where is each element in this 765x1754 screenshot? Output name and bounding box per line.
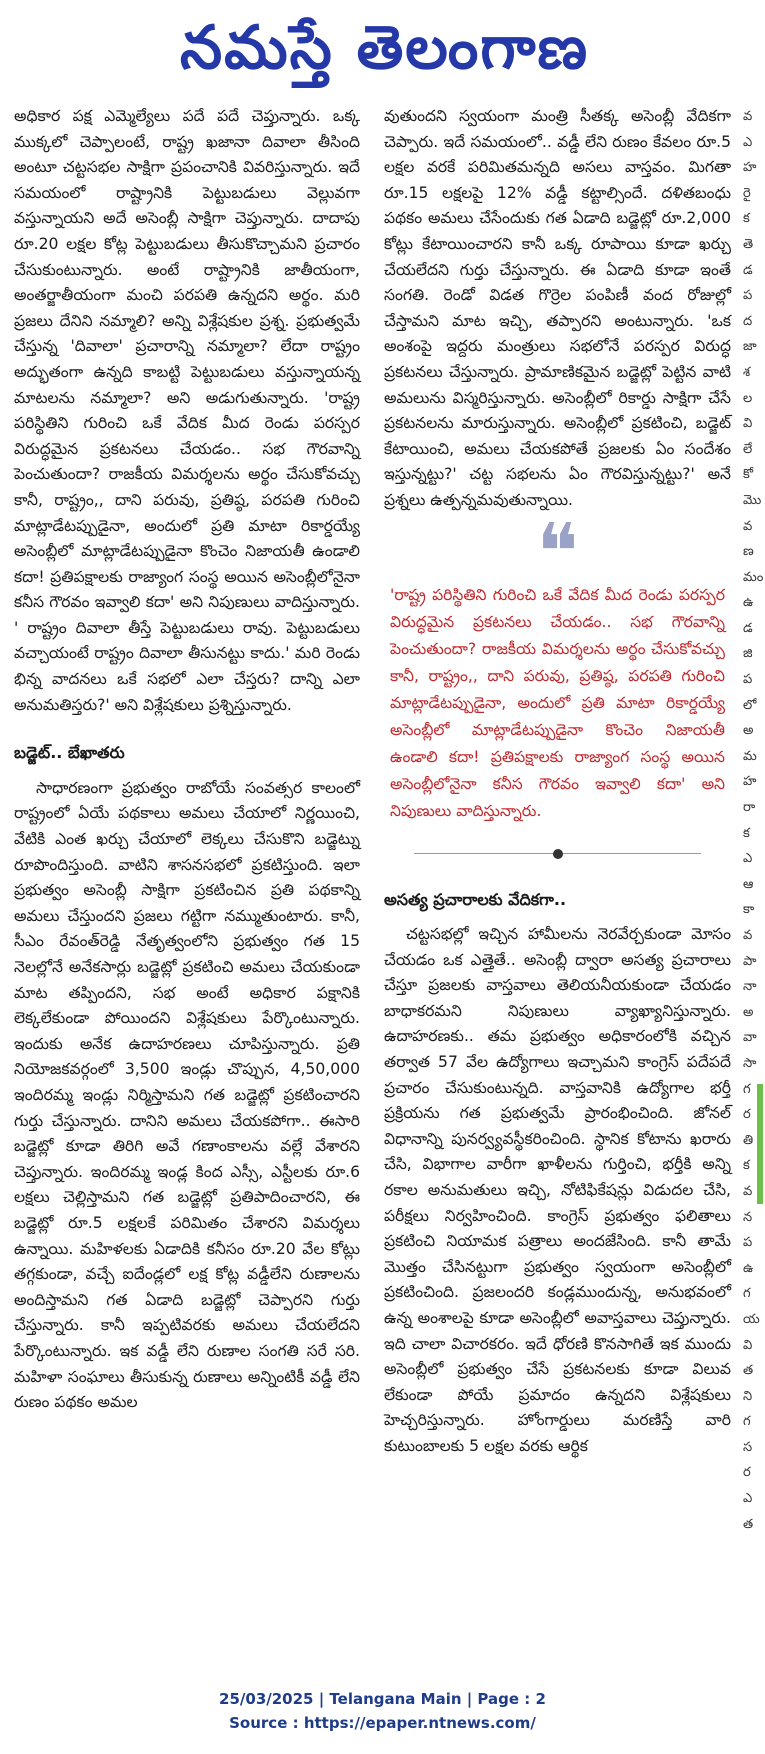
- adjacent-fragment: జా: [743, 339, 757, 355]
- adjacent-fragment: డ: [743, 262, 753, 278]
- adjacent-fragment: స: [743, 1439, 753, 1455]
- adjacent-column-edge: [743, 104, 765, 1544]
- adjacent-fragment: ఎ: [743, 851, 753, 867]
- adjacent-fragment: వి: [743, 1337, 753, 1353]
- adjacent-fragment: వా: [743, 1030, 757, 1046]
- adjacent-fragment: తె: [743, 236, 754, 252]
- adjacent-fragment: అ: [743, 1004, 754, 1020]
- adjacent-fragment: పా: [743, 953, 757, 969]
- article-paragraph: వుతుందని స్వయంగా మంత్రి సీతక్క అసెంబ్లీ వేదికగా చెప్పారు. ఇదే సమయంలో.. వడ్డీ లేని రుణం కేవలం రూ.5 లక్షల వరకే పరిమితమన్నది అసలు వాస్తవం. మిగతా రూ.15 లక్షలపై 12% వడ్డీ కట్టాల్సిందే. దళితబంధు పథకం అమలు చేసేందుకు గత ఏడాది బడ్జెట్లో రూ.2,000 కోట్లు కేటాయించారని కానీ ఒక్క రూపాయి కూడా ఖర్చు చేయలేదని గుర్తు చేస్తున్నారు. ఈ ఏడాది కూడా ఇంతే సంగతి. రెండో విడత గొర్రెల పంపిణీ వంద రోజుల్లో చేస్తామని మాట ఇచ్చి, తప్పారని అంటున్నారు. 'ఒక అంశంపై ఇద్దరు మంత్రులు సభలోనే పరస్పర విరుద్ధ ప్రకటనలు చేస్తున్నారు. ప్రామాణికమైన బడ్జెట్లో పెట్టిన వాటి అమలును విస్మరిస్తున్నారు. అసెంబ్లీలో రికార్డు సాక్షిగా చేసే ప్రకటనలను మారుస్తున్నారు. అసెంబ్లీలో ప్రకటించి, బడ్జెట్ కేటాయించి, అమలు చేయకపోతే ప్రజలకు ఏం సందేశం ఇస్తున్నట్టు?' చట్ట సభలను ఏం గౌరవిస్తున్నట్టు?' అనే ప్రశ్నలు ఉత్పన్నమవుతున్నాయి.: [384, 107, 731, 509]
- adjacent-fragment: క: [743, 211, 750, 227]
- middle-column: [384, 104, 731, 1460]
- adjacent-fragment: ద: [743, 313, 753, 329]
- adjacent-fragment: ప: [743, 288, 753, 304]
- adjacent-fragment: వ: [743, 518, 753, 534]
- adjacent-fragment: ఎ: [743, 1491, 753, 1507]
- adjacent-fragment: ర: [743, 1465, 751, 1481]
- adjacent-fragment: వ: [743, 928, 753, 943]
- green-accent-bar: [757, 1084, 763, 1204]
- masthead-title: నమస్తే తెలంగాణ: [180, 13, 590, 83]
- adjacent-fragment: న: [743, 1209, 753, 1225]
- adjacent-fragment: ఆ: [743, 876, 754, 892]
- quote-mark-icon: ❝: [536, 507, 579, 598]
- adjacent-fragment: జి: [743, 646, 753, 662]
- left-column: [14, 104, 360, 1416]
- adjacent-fragment: వ: [743, 109, 753, 124]
- adjacent-fragment: గ: [743, 1414, 751, 1430]
- adjacent-fragment: రై: [743, 185, 751, 201]
- pull-quote-text: 'రాష్ట్ర పరిస్థితిని గురించి ఒకే వేదిక మీద రెండు పరస్పర విరుద్ధమైన ప్రకటనలు చేయడం.. సభ గౌరవాన్ని పెంచుతుందా? రాజకీయ విమర్శలను అర్థం చేసుకోవచ్చు కానీ, రాష్ట్రం,, దాని పరువు, ప్రతిష్ఠ, పరపతి గురించి మాట్లాడేటప్పుడైనా, అందులో ప్రతి మాటా రికార్డయ్యే అసెంబ్లీలో మాట్లాడేటప్పుడైనా కొంచెం నిజాయతీ ఉండాలి కదా! ప్రతిపక్షాలకు రాజ్యాంగ సంస్థ అయిన అసెంబ్లీలోనైనా కనీస గౌరవం ఇవ్వాలి కదా' అని నిపుణులు వాదిస్తున్నారు.: [390, 585, 725, 820]
- adjacent-fragment: సా: [743, 1055, 757, 1071]
- adjacent-fragment: నా: [743, 979, 757, 995]
- adjacent-fragment: గ: [743, 1286, 751, 1302]
- adjacent-fragment: ఉ: [743, 1260, 754, 1276]
- adjacent-fragment: ప: [743, 672, 753, 688]
- article-paragraph: అధికార పక్ష ఎమ్మెల్యేలు పదే పదే చెప్తున్నారు. ఒక్క ముక్కలో చెప్పాలంటే, రాష్ట్ర ఖజానా దివాలా తీసింది అంటూ చట్టసభల సాక్షిగా ప్రపంచానికి వివరిస్తున్నారు. ఇదే సమయంలో రాష్ట్రానికి పెట్టుబడులు వెల్లువగా వస్తున్నాయని అదే అసెంబ్లీ సాక్షిగా చెప్తున్నారు. దాదాపు రూ.20 లక్షల కోట్ల పెట్టుబడులు తీసుకొచ్చామని ప్రచారం చేసుకుంటున్నారు. అంటే రాష్ట్రానికి జాతీయంగా, అంతర్జాతీయంగా మంచి పరపతి ఉన్నదని అర్థం. మరి ప్రజలు దేనిని నమ్మాలి? అన్ని విశ్లేషకుల ప్రశ్న. ప్రభుత్వమే చేస్తున్న 'దివాలా' ప్రచారాన్ని నమ్మాలా? లేదా రాష్ట్రం అద్భుతంగా ఉన్నది కాబట్టి పెట్టుబడులు వస్తున్నాయన్న మాటలను నమ్మాలా? అని అడుగుతున్నారు. 'రాష్ట్ర పరిస్థితిని గురించి ఒకే వేదిక మీద రెండు పరస్పర విరుద్ధమైన ప్రకటనలు చేయడం.. సభ గౌరవాన్ని పెంచుతుందా? రాజకీయ విమర్శలను అర్థం చేసుకోవచ్చు కానీ, రాష్ట్రం,, దాని పరువు, ప్రతిష్ఠ, పరపతి గురించి మాట్లాడేటప్పుడైనా, అందులో ప్రతి మాటా రికార్డయ్యే అసెంబ్లీలో మాట్లాడేటప్పుడైనా కొంచెం నిజాయతీ ఉండాలి కదా! ప్రతిపక్షాలకు రాజ్యాంగ సంస్థ అయిన అసెంబ్లీలోనైనా కనీస గౌరవం ఇవ్వాలి కదా' అని నిపుణులు వాదిస్తున్నారు. ' రాష్ట్రం దివాలా తీస్తే పెట్టుబడులు రావు. పెట్టుబడులు వచ్చాయంటే రాష్ట్రం దివాలా తీసునట్టు కాదు.' మరి రెండు భిన్న వాదనలు ఒకే సభలో ఎలా చేస్తరు? దాన్ని ఎలా అనుమతిస్తరు?' అని విశ్లేషకులు ప్రశ్నిస్తున్నారు.: [14, 107, 360, 714]
- adjacent-fragment: లో: [743, 697, 757, 713]
- footer-date-page: 25/03/2025 | Telangana Main | Page : 2: [219, 1690, 546, 1708]
- adjacent-fragment: ఎ: [743, 134, 753, 150]
- adjacent-fragment: లే: [743, 441, 753, 457]
- adjacent-fragment: డ: [743, 620, 753, 636]
- adjacent-fragment: త: [743, 1516, 754, 1532]
- adjacent-column-fragments: [743, 104, 765, 1537]
- adjacent-fragment: య: [743, 1311, 760, 1327]
- adjacent-fragment: ర: [743, 1107, 751, 1123]
- section-divider: [384, 843, 731, 865]
- adjacent-fragment: క: [743, 1158, 750, 1174]
- footer-source: Source : https://epaper.ntnews.com/: [229, 1714, 536, 1732]
- adjacent-fragment: ణ: [743, 544, 754, 560]
- section-heading-budget: బడ్జెట్.. బేఖాతరు: [14, 743, 125, 763]
- adjacent-fragment: హ: [743, 774, 757, 790]
- adjacent-fragment: శ: [743, 364, 751, 380]
- article-paragraph: చట్టసభల్లో ఇచ్చిన హామీలను నెరవేర్చకుండా మోసం చేయడం ఒక ఎత్తైతే.. అసెంబ్లీ ద్వారా అసత్య ప్రచారాలు చేస్తూ ప్రజలకు వాస్తవాలు తెలియనీయకుండా చేయడం బాధాకరమని నిపుణులు వ్యాఖ్యానిస్తున్నారు. ఉదాహరణకు.. తమ ప్రభుత్వం అధికారంలోకి వచ్చిన తర్వాత 57 వేల ఉద్యోగాలు ఇచ్చామని కాంగ్రెస్ పదేపదే ప్రచారం చేసుకుంటున్నది. వాస్తవానికి ఉద్యోగాల భర్తీ ప్రక్రియను గత ప్రభుత్వమే ప్రారంభించింది. జోనల్ విధానాన్ని పునర్వ్యవస్థీకరించింది. స్థానిక కోటాను ఖరారు చేసి, విభాగాల వారీగా ఖాళీలను గుర్తించి, భర్తీకి అన్ని రకాల అనుమతులు ఇచ్చి, నోటిఫికేషన్లు విడుదల చేసి, పరీక్షలు నిర్వహించింది. కాంగ్రెస్ ప్రభుత్వం ఫలితాలు ప్రకటించి నియామక పత్రాలు అందజేసింది. కానీ తామే మొత్తం చేసినట్టుగా ప్రభుత్వం స్వయంగా అసెంబ్లీలో ప్రకటించింది. ప్రజలందరి కండ్లముందున్న, అనుభవంలో ఉన్న అంశాలపై కూడా అసెంబ్లీలో అవాస్తవాలు చెప్తున్నారు. ఇది చాలా విచారకరం. ఇదే ధోరణి కొనసాగితే ఇక ముందు అసెంబ్లీలో ప్రభుత్వం చేసే ప్రకటనలకు కూడా విలువ లేకుండా పోయే ప్రమాదం ఉన్నదని విశ్లేషకులు హెచ్చరిస్తున్నారు. హోంగార్డులు మరణిస్తే వారి కుటుంబాలకు 5 లక్షల వరకు ఆర్థిక: [384, 925, 731, 1455]
- adjacent-fragment: కో: [743, 467, 754, 483]
- adjacent-fragment: వి: [743, 416, 753, 432]
- adjacent-fragment: ప: [743, 1235, 753, 1251]
- article-paragraph: సాధారణంగా ప్రభుత్వం రాబోయే సంవత్సర కాలంలో రాష్ట్రంలో ఏయే పథకాలు అమలు చేయాలో నిర్ణయించి, వేటికి ఎంత ఖర్చు చేయాలో లెక్కలు చేసుకొని బడ్జెట్ను రూపొందిస్తుంది. వాటిని శాసనసభలో ప్రకటిస్తుంది. ఇలా ప్రభుత్వం అసెంబ్లీ సాక్షిగా ప్రకటించిన ప్రతి పథకాన్ని అమలు చేస్తుందని ప్రజలు గట్టిగా నమ్ముతుంటారు. కానీ, సీఎం రేవంత్‌రెడ్డి నేతృత్వంలోని ప్రభుత్వం గత 15 నెలల్లోనే అనేకసార్లు బడ్జెట్లో ప్రకటించి అమలు చేయకుండా మాట తప్పిందని, సభ అంటే అధికార పక్షానికి లెక్కలేకుండా పోయిందని విశ్లేషకులు పేర్కొంటున్నారు. ఇందుకు అనేక ఉదాహరణలు చూపిస్తున్నారు. ప్రతి నియోజకవర్గంలో 3,500 ఇండ్లు చొప్పున, 4,50,000 ఇందిరమ్మ ఇండ్లు నిర్మిస్తామని గత బడ్జెట్లో ప్రకటించారని గుర్తు చేస్తున్నారు. దానిని అమలు చేయకపోగా.. ఈసారి బడ్జెట్లో కూడా తిరిగి అవే గణాంకాలను వల్లే వేశారని చెప్తున్నారు. ఇందిరమ్మ ఇండ్ల కింద ఎస్సీ, ఎస్టీలకు రూ.6 లక్షలు చెల్లిస్తామని గత బడ్జెట్లో ప్రతిపాదించారని, ఈ బడ్జెట్లో రూ.5 లక్షలకే పరిమితం చేశారని విమర్శలు ఉన్నాయి. మహిళలకు ఏడాదికి కనీసం రూ.20 వేల కోట్లు తగ్గకుండా, వచ్చే ఐదేండ్లలో లక్ష కోట్ల వడ్డీలేని రుణాలను అందిస్తామని గత ఏడాది బడ్జెట్లో చెప్పారని గుర్తు చేస్తున్నారు. కానీ ఇప్పటివరకు అమలు చేయలేదని పేర్కొంటున్నారు. ఇక వడ్డీ లేని రుణాల సంగతి సరే సరి. మహిళా సంఘాలు తీసుకున్న రుణాలు అన్నింటికీ వడ్డీ లేని రుణం పథకం అమల: [14, 778, 360, 1412]
- adjacent-fragment: కా: [743, 902, 755, 918]
- adjacent-fragment: ల: [743, 390, 753, 406]
- adjacent-fragment: మ: [743, 748, 757, 764]
- adjacent-fragment: మం: [743, 569, 764, 585]
- adjacent-fragment: మొ: [743, 492, 762, 508]
- adjacent-fragment: గ: [743, 1081, 751, 1097]
- adjacent-fragment: హ: [743, 160, 757, 176]
- adjacent-fragment: రా: [743, 800, 756, 816]
- adjacent-fragment: ని: [743, 1388, 753, 1404]
- adjacent-fragment: క: [743, 825, 750, 841]
- section-heading-false-campaigns: అసత్య ప్రచారాలకు వేదికగా..: [384, 889, 567, 909]
- adjacent-fragment: ఉ: [743, 595, 754, 611]
- adjacent-fragment: తి: [743, 1132, 754, 1148]
- masthead: [0, 0, 765, 100]
- divider-dot-icon: [553, 849, 563, 859]
- pull-quote: [384, 507, 731, 825]
- adjacent-fragment: అ: [743, 723, 754, 739]
- adjacent-fragment: త: [743, 1363, 754, 1379]
- adjacent-fragment: వ: [743, 1183, 753, 1199]
